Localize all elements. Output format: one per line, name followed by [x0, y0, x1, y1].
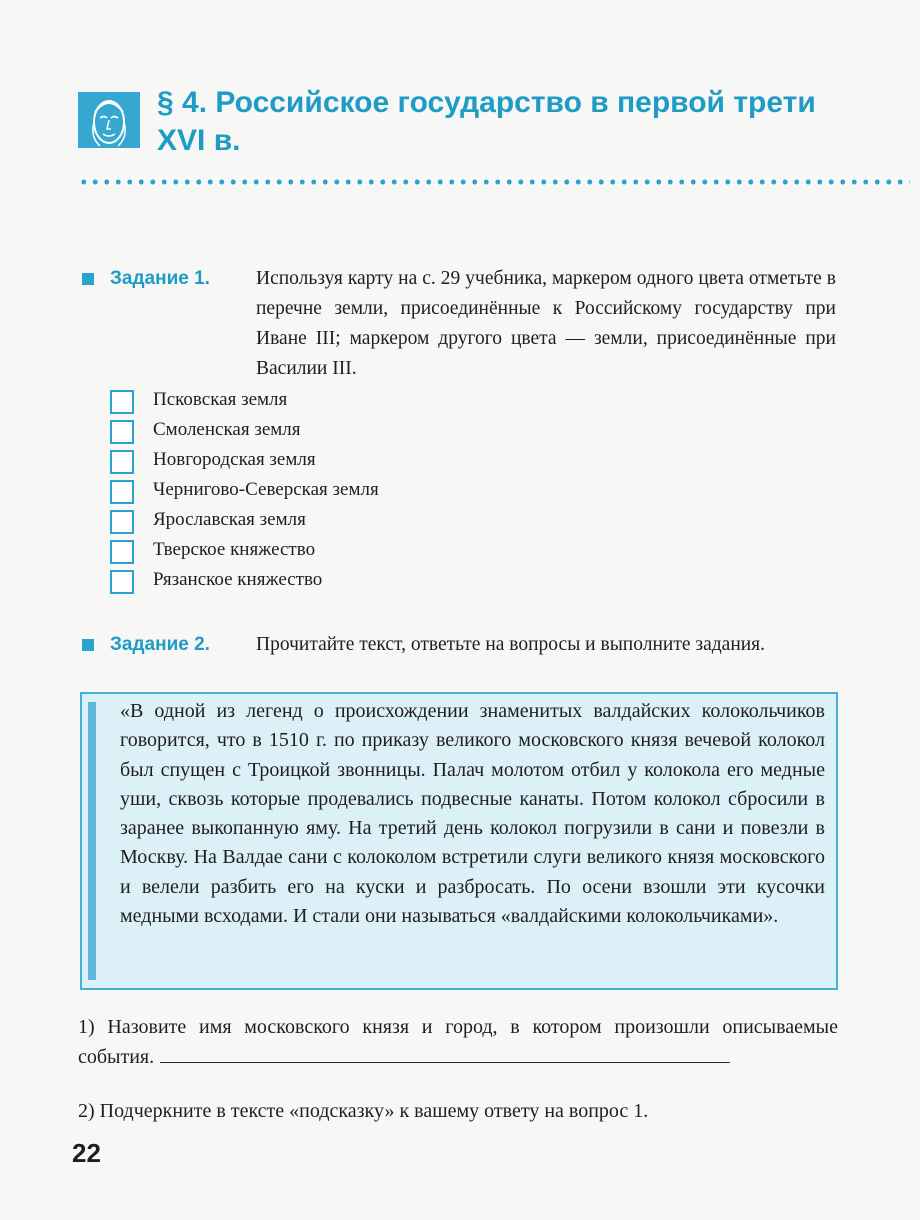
page-title: § 4. Российское государство в первой трети XVI в. — [157, 86, 816, 157]
page-number: 22 — [72, 1138, 101, 1168]
checkbox[interactable] — [110, 570, 134, 594]
checklist-item[interactable] — [110, 566, 510, 596]
checklist-item[interactable] — [110, 386, 510, 416]
checklist-item-label: Новгородская земля — [153, 449, 316, 470]
checklist-item[interactable] — [110, 476, 510, 506]
dotted-divider — [78, 178, 910, 186]
answer-field[interactable] — [160, 1042, 730, 1063]
question-2: 2) Подчеркните в тексте «подсказку» к вашему ответу на вопрос 1. — [78, 1100, 649, 1122]
checklist-item[interactable] — [110, 536, 510, 566]
checklist-item-label: Тверское княжество — [153, 539, 316, 560]
task-1-label: Задание 1. — [110, 268, 210, 289]
task-1-instruction: Используя карту на с. 29 учебника, маркером одного цвета отметьте в перечне земли, присоединённые к Российскому государству при Иване III; маркером другого цвета — земли, присоединённые при Василии III. — [256, 268, 836, 379]
lands-checklist — [110, 386, 510, 596]
question-1-text: 1) Назовите имя московского князя и город, в котором произошли описываемые события. — [78, 1016, 838, 1068]
legend-quote[interactable]: «В одной из легенд о происхождении знаменитых валдайских колокольчиков говорится, что в 1510 г. по приказу великого московского князя вечевой колокол был спущен с Троицкой звонницы. Палач молотом отбил у колокола его медные уши, сквозь которые продевались подвесные канаты. Потом колокол сбросили в заранее выкопанную яму. На третий день колокол погрузили в сани и повезли в Москву. На Валдае сани с колоколом встретили слуги великого князя московского и велели разбить его на куски и разбросать. По осени взошли эти кусочки медными всходами. И стали они называться «валдайскими колокольчиками». — [120, 700, 825, 928]
quote-box — [80, 692, 838, 990]
task-2-instruction: Прочитайте текст, ответьте на вопросы и выполните задания. — [256, 634, 766, 655]
checkbox[interactable] — [110, 480, 134, 504]
checklist-item[interactable] — [110, 506, 510, 536]
quote-rail-decoration — [86, 702, 98, 980]
checkbox[interactable] — [110, 540, 134, 564]
task-2-label: Задание 2. — [110, 634, 210, 655]
question-1 — [78, 1012, 838, 1072]
face-portrait-icon — [78, 92, 140, 148]
checklist-item-label: Рязанское княжество — [153, 569, 323, 590]
checkbox[interactable] — [110, 390, 134, 414]
square-bullet-icon — [82, 273, 94, 285]
checklist-item-label: Псковская земля — [153, 389, 288, 410]
checklist-item-label: Чернигово-Северская земля — [153, 479, 379, 500]
checkbox[interactable] — [110, 450, 134, 474]
checklist-item-label: Ярославская земля — [153, 509, 306, 530]
checklist-item[interactable] — [110, 446, 510, 476]
checkbox[interactable] — [110, 420, 134, 444]
square-bullet-icon — [82, 639, 94, 651]
checkbox[interactable] — [110, 510, 134, 534]
checklist-item[interactable] — [110, 416, 510, 446]
checklist-item-label: Смоленская земля — [153, 419, 301, 440]
